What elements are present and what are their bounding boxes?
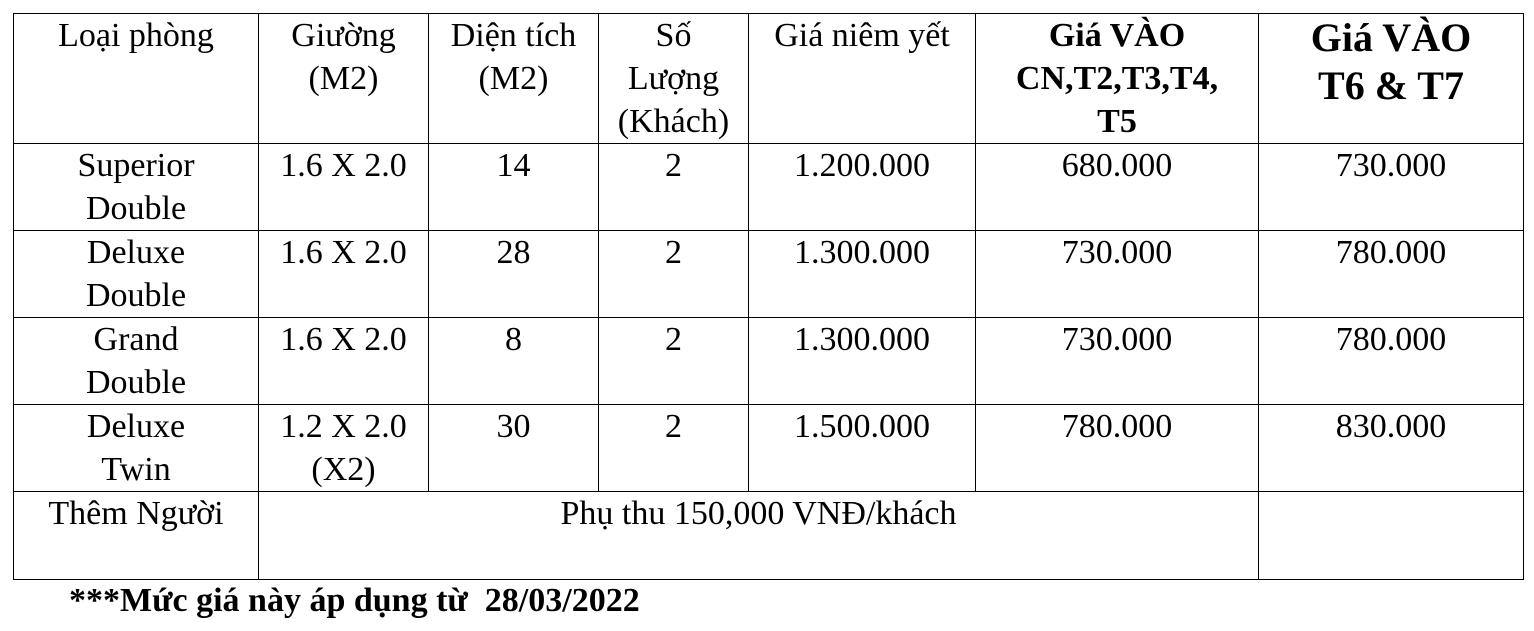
room-type-line: Deluxe	[86, 234, 186, 271]
extra-guest-surcharge: Phụ thu 150,000 VNĐ/khách	[259, 492, 1259, 580]
room-type-line: Deluxe	[86, 408, 186, 445]
bed-line: 1.6 X 2.0	[280, 321, 407, 358]
table-row	[14, 318, 1524, 405]
weekday-price-cell: 780.000	[976, 405, 1259, 492]
room-type-line: Double	[85, 277, 187, 314]
header-weekend-price-line: T6 & T7	[1318, 63, 1464, 108]
weekday-price-cell: 730.000	[976, 318, 1259, 405]
weekday-price-cell: 680.000	[976, 144, 1259, 231]
price-effective-note: ***Mức giá này áp dụng từ 28/03/2022	[69, 582, 640, 619]
header-guests-line: Lượng	[627, 60, 720, 97]
area-cell: 28	[429, 231, 599, 318]
list-price-cell: 1.300.000	[749, 318, 976, 405]
area-cell: 30	[429, 405, 599, 492]
header-weekend-price-line: Giá VÀO	[1310, 15, 1472, 60]
room-type-cell	[14, 144, 259, 231]
extra-guest-empty-cell	[1259, 492, 1524, 580]
header-room-type-line: Loại phòng	[58, 17, 214, 54]
list-price-cell: 1.200.000	[749, 144, 976, 231]
room-type-line: Grand	[93, 321, 179, 358]
bed-cell	[259, 231, 429, 318]
bed-line: 1.6 X 2.0	[280, 147, 407, 184]
bed-line: 1.2 X 2.0	[280, 408, 407, 445]
bed-cell	[259, 144, 429, 231]
weekend-price-cell: 780.000	[1259, 231, 1524, 318]
list-price-cell: 1.500.000	[749, 405, 976, 492]
header-bed	[259, 14, 429, 144]
header-guests-line: Số	[655, 17, 692, 54]
room-type-line: Superior	[77, 147, 195, 184]
header-bed-line: (M2)	[308, 60, 379, 97]
area-cell: 14	[429, 144, 599, 231]
room-type-cell	[14, 405, 259, 492]
bed-cell	[259, 405, 429, 492]
header-guests-line: (Khách)	[617, 103, 730, 140]
bed-line: 1.6 X 2.0	[280, 234, 407, 271]
header-weekend-price	[1259, 14, 1524, 144]
header-row	[14, 14, 1524, 144]
room-type-line: Double	[85, 364, 187, 401]
header-list-price	[749, 14, 976, 144]
room-rate-table	[13, 13, 1524, 580]
header-weekday-price-line: Giá VÀO	[1048, 17, 1186, 54]
bed-cell	[259, 318, 429, 405]
weekday-price-cell: 730.000	[976, 231, 1259, 318]
header-area-line: Diện tích	[450, 17, 577, 54]
guests-cell: 2	[599, 318, 749, 405]
header-bed-line: Giường	[291, 17, 396, 54]
header-list-price-line: Giá niêm yết	[774, 17, 950, 54]
weekend-price-cell: 780.000	[1259, 318, 1524, 405]
area-cell: 8	[429, 318, 599, 405]
header-weekday-price-line: T5	[1097, 103, 1137, 140]
list-price-cell: 1.300.000	[749, 231, 976, 318]
extra-guest-label: Thêm Người	[14, 492, 259, 580]
room-type-line: Twin	[101, 451, 171, 488]
bed-line: (X2)	[311, 451, 376, 488]
header-guests	[599, 14, 749, 144]
header-area-line: (M2)	[478, 60, 549, 97]
header-room-type	[14, 14, 259, 144]
guests-cell: 2	[599, 144, 749, 231]
header-weekday-price	[976, 14, 1259, 144]
extra-guest-row	[14, 492, 1524, 580]
table-row	[14, 405, 1524, 492]
table-row	[14, 231, 1524, 318]
header-area	[429, 14, 599, 144]
guests-cell: 2	[599, 405, 749, 492]
weekend-price-cell: 830.000	[1259, 405, 1524, 492]
weekend-price-cell: 730.000	[1259, 144, 1524, 231]
room-type-line: Double	[85, 190, 187, 227]
room-type-cell	[14, 318, 259, 405]
header-weekday-price-line: CN,T2,T3,T4,	[1015, 60, 1219, 97]
table-row	[14, 144, 1524, 231]
guests-cell: 2	[599, 231, 749, 318]
room-type-cell	[14, 231, 259, 318]
